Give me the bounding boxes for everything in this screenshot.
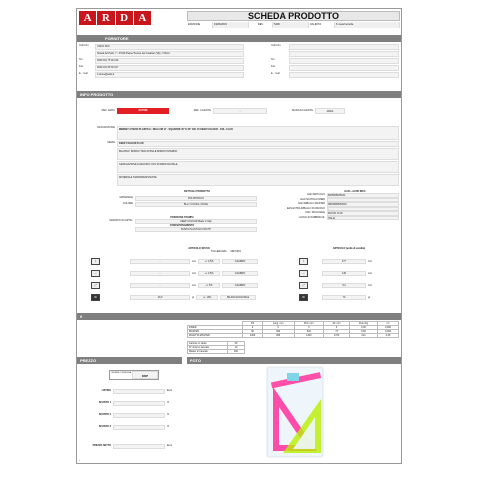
packaging-cell: 0	[324, 326, 350, 330]
ean-label: EAN IMBALLO MASTER	[298, 202, 325, 205]
sfuso-block	[91, 247, 267, 302]
vendita-unit: mm	[368, 259, 372, 263]
pallet-label: N° strati in bancale	[188, 346, 228, 350]
prezzo-label: SCONTO 2	[98, 413, 111, 416]
sfuso-method: CALIBRO	[222, 271, 258, 276]
marca-label: MARCA/CLIENTE	[291, 109, 313, 112]
vendita-unit: mm	[368, 271, 372, 275]
packaging-cell: INNER	[188, 326, 243, 330]
fornitore-label	[79, 51, 95, 57]
sfuso-unit: gr	[192, 295, 195, 299]
packaging-cell: 0,46	[378, 334, 399, 338]
ref-cliente-label: REF. CLIENTE	[193, 109, 211, 112]
height-icon: ↕	[299, 258, 308, 265]
packaging-th: Lung. mm	[262, 322, 294, 326]
sfuso-tol: +/- 10%	[196, 295, 218, 300]
packaging-cell: 0	[294, 326, 324, 330]
prezzo-label: SCONTO 1	[98, 401, 111, 404]
fornitore-value: 0039 041 59 30 107	[95, 65, 244, 71]
fornitore-value: b.drone@arda.it	[95, 72, 244, 78]
weight-icon: ⚖	[299, 294, 308, 301]
table-row	[188, 334, 399, 338]
logo-letter: R	[97, 11, 114, 25]
validity-label: VALIDITA'	[309, 22, 335, 28]
packaging-cell: 0,000	[378, 326, 399, 330]
colore-label: COLORE	[122, 202, 133, 205]
packaging-cell: 0	[262, 326, 294, 330]
ref-arda-value: KC7063	[117, 108, 169, 114]
vendita-unit: mm	[368, 283, 372, 287]
packaging-th: Prof. mm	[294, 322, 324, 326]
ref-row	[83, 107, 399, 114]
page-title: SCHEDA PRODOTTO	[187, 11, 400, 21]
vendita-value: 277	[322, 259, 366, 264]
arda-logo	[79, 11, 151, 25]
fornitore-right	[271, 44, 399, 78]
prezzo-header: PREZZO	[77, 357, 182, 364]
width-icon: ↔	[299, 270, 308, 277]
packaging-cell: 0,004	[378, 330, 399, 334]
vendita-value: 5,2	[322, 283, 366, 288]
ean-value: 901720 10 00	[327, 211, 399, 216]
depth-icon: ⤢	[299, 282, 308, 289]
sfuso-value: -	[130, 283, 190, 288]
prezzo-unit: Euro	[167, 444, 173, 447]
header-meta	[187, 22, 400, 28]
vendita-unit: gr	[368, 295, 371, 299]
packaging-th: m³	[378, 322, 399, 326]
packaging-header: 0	[77, 313, 401, 320]
logo-letter: A	[79, 11, 96, 25]
sfuso-tol: +/- 0,5%	[198, 271, 220, 276]
sfuso-value: -	[130, 259, 190, 264]
pallet-label: Cartone in strato	[188, 342, 228, 346]
packaging-th: PZ	[243, 322, 262, 326]
tol-label: TOLLERANZA	[211, 250, 227, 253]
dettagli-title: DETTAGLI PRODOTTO	[184, 190, 210, 193]
fornitore-right-label: E - mail	[271, 72, 280, 75]
posizione-title: POSIZIONE STAMPA	[170, 216, 194, 219]
packaging-cell: 214	[349, 334, 377, 338]
ean-value: -	[327, 207, 399, 212]
prezzo-label: PREZZO NETTO	[92, 444, 111, 447]
packaging-cell: 286	[262, 334, 294, 338]
serie-value: KEEP COLOUR FLUO	[117, 141, 399, 147]
fornitore-left	[79, 44, 244, 78]
vendita-title: ARTICOLO (unità di vendita)	[332, 247, 366, 250]
rev-label: REV	[249, 22, 273, 28]
fornitore-value: 0039 041 75 30 106	[95, 58, 244, 64]
ean-label: COD. DOGANALE	[305, 211, 325, 214]
colore-value: BLU / FUCSIA / ROSA	[135, 202, 257, 207]
feature-item: GRADUAZIONE E DECORO CON STAMPA DIGITALE	[117, 161, 399, 173]
validity-value: 6 mesi/mensile	[335, 22, 400, 28]
feature-list	[117, 148, 399, 186]
pallet-label: Master in bancale	[188, 350, 228, 354]
sfuso-method: CALIBRO	[222, 259, 258, 264]
marca-value: ARDA	[315, 108, 345, 114]
vendita-block	[299, 247, 399, 302]
weight-icon: ⚖	[91, 294, 100, 301]
feature-item: BIAUSSO, BORDO TRACCHINA E BORDO INTERNO	[117, 148, 399, 160]
packaging-table	[187, 321, 399, 338]
packaging-cell: 520	[294, 330, 324, 334]
ean-block	[261, 190, 399, 220]
descrizione-value: MINISET 3 PEZZI PLASTICA : RIGA CM 17 - SQUADRE 45° E 60° CM. 15 KEEP COLOUR - COL. FLUO	[117, 126, 399, 140]
pallet-value: 400	[228, 350, 245, 354]
ref-arda-label: REF. ARDA	[101, 109, 115, 112]
fornitore-value: Strada del Pasti, 7 - 37049 Paese/Treviso dei Cavalieri (VE) - ITALIA	[95, 51, 244, 57]
packaging-cell: MASTER	[188, 330, 243, 334]
materiale-label: MATERIALE	[119, 196, 133, 199]
logo-letter: A	[134, 11, 151, 25]
packaging-cell: 1200	[294, 334, 324, 338]
serie-label: SERIE	[107, 141, 115, 144]
pallet-table	[187, 341, 245, 354]
foto-header: FOTO	[187, 357, 401, 364]
product-photo	[187, 365, 399, 461]
ean-label: LUOGO DI FABBRICAZ.	[298, 215, 325, 219]
info-header: INFO PRODOTTO	[77, 91, 401, 98]
ean-title: EAN + ALTRI INFO	[344, 190, 366, 193]
fornitore-label: Tel.	[79, 58, 84, 61]
sfuso-unit: mm	[192, 283, 196, 287]
table-row	[188, 350, 245, 354]
ean-label: EAN ARTICOLO	[307, 193, 325, 196]
descrizione-label: DESCRIZIONE	[97, 126, 115, 129]
packaging-cell: PALETTA MASTER	[188, 334, 243, 338]
confezione-value: BUSTA PLASTICA CON HP	[135, 227, 257, 232]
fornitore-right-label	[271, 51, 289, 57]
marchio-value: KEEP COLOUR Made in Italy	[135, 219, 257, 224]
sfuso-unit: mm	[192, 259, 196, 263]
sfuso-tol: +/- 0,5%	[198, 259, 220, 264]
packaging-th: Peso Kg	[349, 322, 377, 326]
ean-value: ITALIA	[327, 216, 399, 221]
dettagli-block	[107, 196, 257, 232]
sfuso-method: BILANCIA DIGITALE	[220, 295, 256, 300]
descrizione-row	[83, 126, 399, 140]
materiale-value: POLISTIROLO	[135, 196, 257, 201]
packaging-cell: 300	[262, 330, 294, 334]
height-icon: ↕	[91, 258, 100, 265]
prezzo-unit: %	[167, 401, 170, 404]
ean-value: 8005668005042	[327, 193, 399, 198]
prezzo-label: SCONTO 3	[98, 425, 111, 428]
fornitore-title: FORNITORE	[105, 36, 129, 41]
packaging-cell: 60	[243, 330, 262, 334]
packaging-th: Alt. mm	[324, 322, 350, 326]
packaging-cell: 0,00	[349, 326, 377, 330]
ean-value: 08005668053004	[327, 202, 399, 207]
fornitore-label: Indirizzo	[79, 44, 89, 47]
pallet-value: 10	[228, 346, 245, 350]
edition-label: EDIZIONE	[187, 22, 213, 28]
sfuso-unit: mm	[192, 271, 196, 275]
depth-icon: ⤢	[91, 282, 100, 289]
ean-label: EAN SCATOLA INNER	[300, 197, 325, 201]
fornitore-header	[77, 35, 401, 42]
edition-value: 19/06/2015	[213, 22, 249, 28]
sfuso-title: ARTICOLO SFUSO	[188, 247, 210, 250]
sfuso-tol: +/- 5%	[198, 283, 220, 288]
sfuso-value: -	[130, 271, 190, 276]
vendita-value: 145	[322, 271, 366, 276]
rev-value: 5406	[273, 22, 309, 28]
feature-item: MATERIALE TERMORESISTENTE	[117, 174, 399, 186]
confezione-title: CONFEZIONAMENTO	[169, 224, 195, 227]
prezzo-unit: %	[167, 425, 170, 428]
ean-label: EAN EXTRA IMBALLO D'ANCIOLO	[286, 206, 325, 210]
logo-letter: D	[116, 11, 133, 25]
packaging-cell: 73	[324, 330, 350, 334]
width-icon: ↔	[91, 270, 100, 277]
sfuso-method: CALIBRO	[222, 283, 258, 288]
met-label: METODO	[230, 250, 242, 253]
packaging-cell: 1370	[324, 334, 350, 338]
fornitore-right-label: Tel.	[271, 58, 276, 61]
fornitore-value: ARDA SPA	[95, 44, 244, 50]
fornitore-right-label: Fax	[271, 65, 276, 68]
packaging-cell: 0	[243, 326, 262, 330]
consegna-box	[109, 370, 159, 380]
consegna-label: TERMINI CONSEGNA	[110, 372, 132, 374]
sfuso-value: 40,0	[130, 295, 190, 300]
pallet-value: 40	[228, 342, 245, 346]
serie-row	[83, 141, 399, 147]
fornitore-label: Fax	[79, 65, 84, 68]
ruler-set-image	[187, 365, 399, 461]
prezzo-unit: Euro	[167, 389, 173, 392]
marchio-label: MARCHIO SU ARTIC.	[109, 219, 133, 222]
packaging-cell: 9,60	[349, 330, 377, 334]
packaging-cell: 2400	[243, 334, 262, 338]
vendita-value: 70	[322, 295, 366, 300]
prezzo-label: LISTINO	[101, 389, 111, 392]
ref-cliente-value: -	[213, 108, 267, 114]
fornitore-right-label: Indirizzo	[271, 44, 281, 47]
prezzo-list	[81, 389, 181, 449]
product-sheet: A R D A SCHEDA PRODOTTO EDIZIONE 19/06/2015 REV 5406 VALIDITA' 6 mesi/mensile FORNITORE Indirizzo ARDA SPA Strada del Pasti, 7 - 37049 Paese/Treviso dei Cavalieri (VE) - ITALIA Tel. 0039 041 75 30 106 Fax 0039 041 59 30 107 E - mail b.drone@arda.it Indirizzo Tel. Fax E - mail INFO PRODOTTO REF. ARDA KC7063 REF. CLIENTE - MARCA/CLIENTE ARDA DESCRIZIONE MINISET 3 PEZZI PLASTICA : RIGA CM 17 - SQUADRE 45° E 60° CM. 15 KEEP COLOUR - COL. FLUO SERIE KEEP COLOUR FLUO BIAUSSO, BORDO TRACCHINA E BORDO INTERNO GRADUAZIONE E DECORO CON STAMPA DIGITALE MATERIALE TERMORESISTENTE DETTAGLI PRODOTTO MATERIALE POLISTIROLO COLORE BLU / FUCSIA / ROSA POSIZIONE STAMPA MARCHIO SU ARTIC. KEEP COLOUR Made in Italy CONFEZIONAMENTO BUSTA PLASTICA CON HP EAN + ALTRI INFO EAN ARTICOLO 8005668005042 EAN SCATOLA INNER EAN IMBALLO MASTER 08005668053004 EAN EXTRA IMBALLO D'ANCIOLO - COD. DOGANALE 901720 10 00 LUOGO DI FABBRICAZ. ITALIA ARTICOLO SFUSO TOLLERANZA METODO ↕ - mm +/- 0,5% CALIBRO ↔ - mm +/- 0,5% CALIBRO ⤢ - mm +/- 5% CALIBRO ⚖ 40,0 gr +/- 10% BILANCIA DIGITALE ARTICOLO (unità di vendita) ↕ 277 mm ↔ 145 mm ⤢ 5,2 mm ⚖ 70 gr 0 PZ Lung. mm Prof. mm Alt. mm Peso Kg m³ INNER 0 0 0 0 0,00 0,000 MASTER 60 300 520 73 9,60 0,004 PALETTA MASTER 2400 286 1200 1370 214 0,46 Cartone in strato 40 N° strati in bancale 10 Master in bancale 400 PREZZO TERMINI CONSEGNA DDP LISTINO Euro SCONTO 1 % SCONTO 2 % SCONTO 3 % PREZZO NETTO Euro FOTO ▪	[76, 8, 402, 464]
prezzo-unit: %	[167, 413, 170, 416]
fornitore-label: E - mail	[79, 72, 88, 75]
consegna-value: DDP	[132, 371, 158, 379]
